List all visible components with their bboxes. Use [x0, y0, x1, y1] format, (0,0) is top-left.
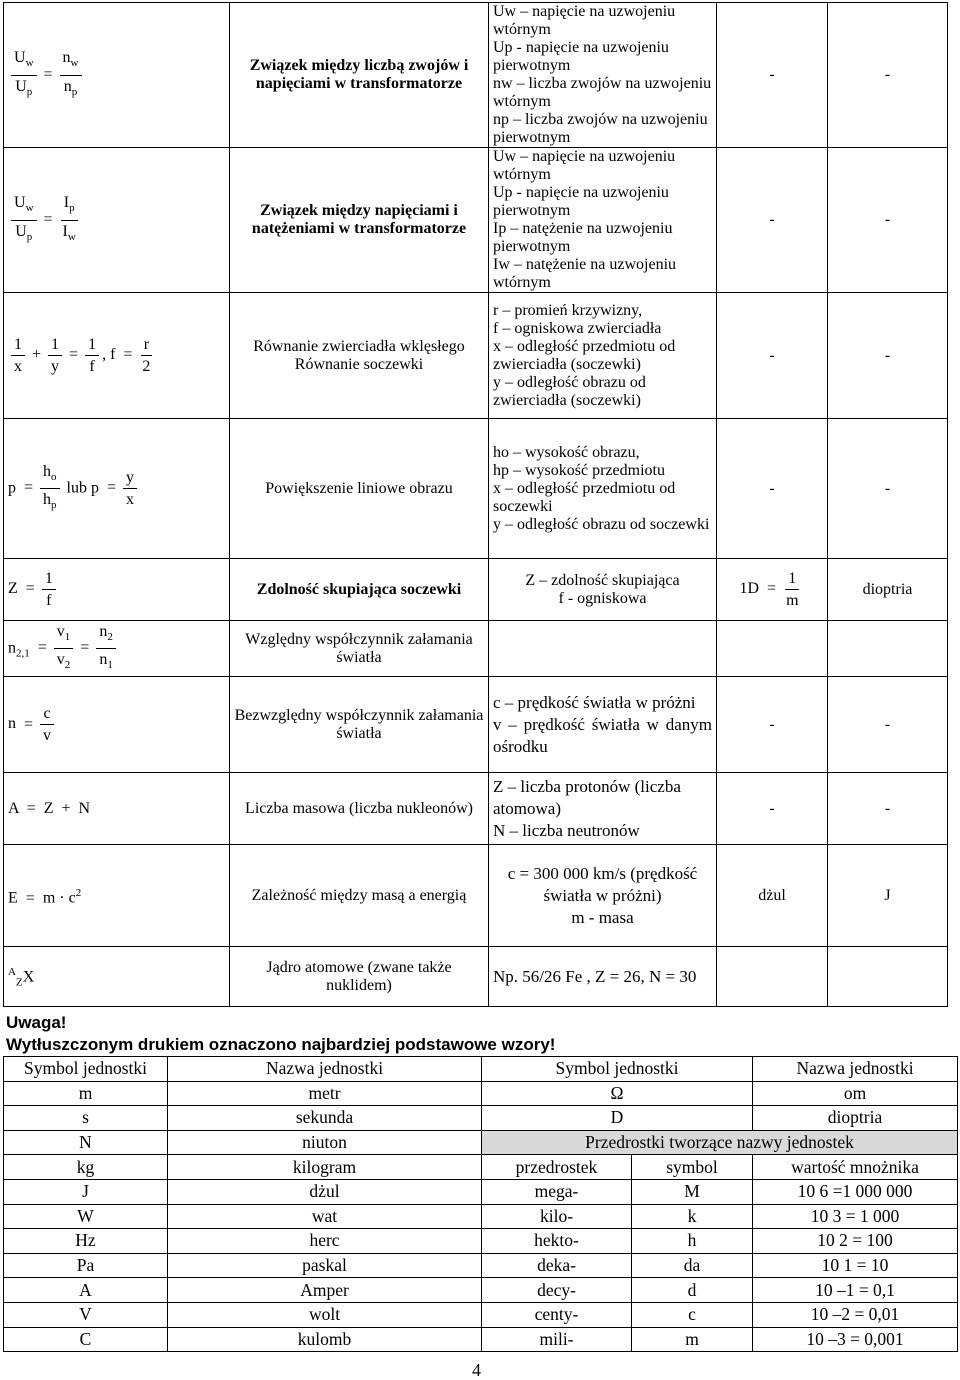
unit-cell: decy-	[482, 1278, 632, 1303]
units-row	[4, 1081, 958, 1106]
units-row	[4, 1179, 958, 1204]
formula-row	[4, 148, 948, 293]
formula-name: Równanie zwierciadła wklęsłego Równanie soczewki	[230, 293, 489, 419]
unit-cell: kilo-	[482, 1204, 632, 1229]
formula-relative-refraction: $n_{2,1}$ = $\frac{v_1}{v_2}$ = $\frac{n_2}{n_1}$	[4, 621, 230, 677]
unit-cell: centy-	[482, 1302, 632, 1327]
unit-cell: C	[4, 1327, 168, 1352]
unit-symbol: -	[717, 773, 828, 845]
formula-description	[489, 621, 717, 677]
units-header-row	[4, 1057, 958, 1082]
units-header: Nazwa jednostki	[168, 1057, 482, 1082]
formula-name: Zdolność skupiająca soczewki	[230, 559, 489, 621]
formula-description: Z – liczba protonów (liczba atomowa) N – liczba neutronów	[489, 773, 717, 845]
formula-description: Z – zdolność skupiająca f - ogniskowa	[489, 559, 717, 621]
formula-row	[4, 559, 948, 621]
unit-cell: dżul	[168, 1179, 482, 1204]
formula-transformer-turns: $\frac{U_w}{U_p}$ = $\frac{n_w}{n_p}$	[4, 3, 230, 148]
prefix-header: przedrostek	[482, 1155, 632, 1180]
unit-cell: M	[632, 1179, 753, 1204]
formula-description: r – promień krzywizny, f – ogniskowa zwierciadła x – odległość przedmiotu od zwierciadła (soczewki) y – odległość obrazu od zwierciadła (soczewki)	[489, 293, 717, 419]
formula-magnification: p = $\frac{h_o}{h_p}$ lub p = $\frac{y}{x}$	[4, 419, 230, 559]
formula-mass-energy: $E = m \cdot c^2$	[4, 845, 230, 947]
unit-name	[828, 621, 948, 677]
units-row	[4, 1278, 958, 1303]
unit-cell: W	[4, 1204, 168, 1229]
formula-description: Uw – napięcie na uzwojeniu wtórnym Up - napięcie na uzwojeniu pierwotnym Ip – natężenie na uzwojeniu pierwotnym Iw – natężenie na uzwojeniu wtórnym	[489, 148, 717, 293]
formula-row	[4, 773, 948, 845]
unit-cell: hekto-	[482, 1229, 632, 1254]
formula-name: Liczba masowa (liczba nukleonów)	[230, 773, 489, 845]
formula-table	[3, 2, 948, 1007]
formula-mass-number: A = Z + N	[4, 773, 230, 845]
unit-cell: c	[632, 1302, 753, 1327]
unit-name: -	[828, 773, 948, 845]
unit-name: -	[828, 677, 948, 773]
unit-cell: 10 –2 = 0,01	[753, 1302, 958, 1327]
unit-symbol: -	[717, 148, 828, 293]
unit-symbol: -	[717, 677, 828, 773]
unit-cell: da	[632, 1253, 753, 1278]
unit-symbol: -	[717, 293, 828, 419]
unit-cell: Pa	[4, 1253, 168, 1278]
unit-name: dioptria	[828, 559, 948, 621]
unit-cell: 10 2 = 100	[753, 1229, 958, 1254]
formula-nuclide: $^A_Z$X	[4, 947, 230, 1007]
units-row	[4, 1155, 958, 1180]
unit-cell: A	[4, 1278, 168, 1303]
units-row	[4, 1130, 958, 1155]
formula-description: Uw – napięcie na uzwojeniu wtórnym Up - napięcie na uzwojeniu pierwotnym nw – liczba zwojów na uzwojeniu wtórnym np – liczba zwojów na uzwojeniu pierwotnym	[489, 3, 717, 148]
note-text: Wytłuszczonym drukiem oznaczono najbardziej podstawowe wzory!	[6, 1035, 556, 1054]
unit-name: -	[828, 3, 948, 148]
unit-cell: wat	[168, 1204, 482, 1229]
unit-symbol	[717, 947, 828, 1007]
unit-symbol: 1D = $\frac{1}{m}$	[717, 559, 828, 621]
unit-name	[828, 947, 948, 1007]
formula-row	[4, 677, 948, 773]
unit-cell: mega-	[482, 1179, 632, 1204]
unit-cell: h	[632, 1229, 753, 1254]
formula-description: Np. 56/26 Fe , Z = 26, N = 30	[489, 947, 717, 1007]
prefix-title: Przedrostki tworzące nazwy jednostek	[482, 1130, 958, 1155]
formula-transformer-current: $\frac{U_w}{U_p}$ = $\frac{I_p}{I_w}$	[4, 148, 230, 293]
unit-cell: 10 3 = 1 000	[753, 1204, 958, 1229]
units-row	[4, 1253, 958, 1278]
unit-cell: 10 –1 = 0,1	[753, 1278, 958, 1303]
formula-focusing-power: Z = $\frac{1}{f}$	[4, 559, 230, 621]
page-number: 4	[472, 1360, 481, 1380]
unit-cell: dioptria	[753, 1106, 958, 1131]
unit-cell: sekunda	[168, 1106, 482, 1131]
unit-cell: Hz	[4, 1229, 168, 1254]
unit-name: -	[828, 293, 948, 419]
unit-symbol: -	[717, 3, 828, 148]
formula-absolute-refraction: n = $\frac{c}{v}$	[4, 677, 230, 773]
unit-cell: 10 6 =1 000 000	[753, 1179, 958, 1204]
units-row	[4, 1204, 958, 1229]
formula-description: ho – wysokość obrazu, hp – wysokość przedmiotu x – odległość przedmiotu od soczewki y – odległość obrazu od soczewki	[489, 419, 717, 559]
unit-name: -	[828, 148, 948, 293]
unit-cell: mili-	[482, 1327, 632, 1352]
units-header: Nazwa jednostki	[753, 1057, 958, 1082]
unit-cell: Amper	[168, 1278, 482, 1303]
formula-row	[4, 293, 948, 419]
formula-name: Względny współczynnik załamania światła	[230, 621, 489, 677]
unit-name: J	[828, 845, 948, 947]
unit-cell: 10 1 = 10	[753, 1253, 958, 1278]
formula-row	[4, 947, 948, 1007]
unit-name: -	[828, 419, 948, 559]
unit-symbol: dżul	[717, 845, 828, 947]
unit-cell: kilogram	[168, 1155, 482, 1180]
formula-name: Związek między liczbą zwojów i napięciami w transformatorze	[230, 3, 489, 148]
formula-name: Bezwzględny współczynnik załamania światła	[230, 677, 489, 773]
unit-cell: om	[753, 1081, 958, 1106]
unit-cell: kulomb	[168, 1327, 482, 1352]
unit-cell: herc	[168, 1229, 482, 1254]
formula-row	[4, 621, 948, 677]
formula-row	[4, 419, 948, 559]
unit-cell: J	[4, 1179, 168, 1204]
formula-description: c = 300 000 km/s (prędkość światła w próżni) m - masa	[489, 845, 717, 947]
unit-cell: niuton	[168, 1130, 482, 1155]
units-table	[3, 1056, 958, 1352]
unit-cell: d	[632, 1278, 753, 1303]
units-header: Symbol jednostki	[4, 1057, 168, 1082]
unit-cell: m	[4, 1081, 168, 1106]
unit-cell: m	[632, 1327, 753, 1352]
units-row	[4, 1302, 958, 1327]
unit-cell: N	[4, 1130, 168, 1155]
unit-cell: 10 –3 = 0,001	[753, 1327, 958, 1352]
unit-cell: s	[4, 1106, 168, 1131]
formula-name: Związek między napięciami i natężeniami w transformatorze	[230, 148, 489, 293]
formula-row	[4, 3, 948, 148]
formula-row	[4, 845, 948, 947]
units-header: Symbol jednostki	[482, 1057, 753, 1082]
unit-symbol	[717, 621, 828, 677]
formula-name: Powiększenie liniowe obrazu	[230, 419, 489, 559]
unit-cell: V	[4, 1302, 168, 1327]
note-title: Uwaga!	[6, 1013, 67, 1032]
prefix-header: symbol	[632, 1155, 753, 1180]
unit-cell: deka-	[482, 1253, 632, 1278]
formula-name: Zależność między masą a energią	[230, 845, 489, 947]
units-row	[4, 1327, 958, 1352]
unit-cell: metr	[168, 1081, 482, 1106]
unit-cell: Ω	[482, 1081, 753, 1106]
prefix-header: wartość mnożnika	[753, 1155, 958, 1180]
unit-cell: wolt	[168, 1302, 482, 1327]
formula-description: c – prędkość światła w próżni v – prędkość światła w danym ośrodku	[489, 677, 717, 773]
unit-cell: k	[632, 1204, 753, 1229]
unit-cell: D	[482, 1106, 753, 1131]
units-row	[4, 1106, 958, 1131]
formula-mirror-lens: $\frac{1}{x}$ + $\frac{1}{y}$ = $\frac{1}{f}$ , f = $\frac{r}{2}$	[4, 293, 230, 419]
units-row	[4, 1229, 958, 1254]
formula-name: Jądro atomowe (zwane także nuklidem)	[230, 947, 489, 1007]
unit-cell: paskal	[168, 1253, 482, 1278]
unit-symbol: -	[717, 419, 828, 559]
unit-cell: kg	[4, 1155, 168, 1180]
